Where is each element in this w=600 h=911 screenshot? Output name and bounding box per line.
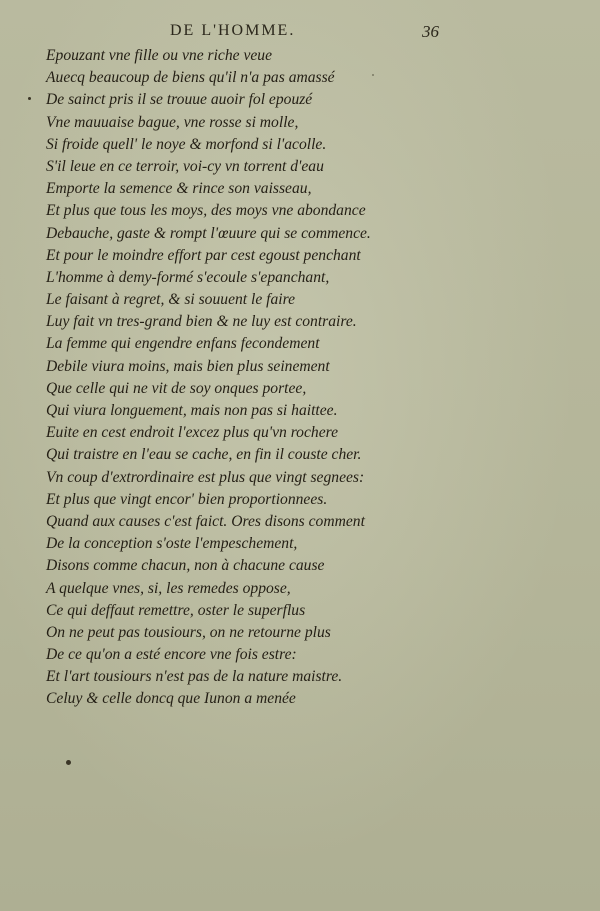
verse-line: La femme qui engendre enfans fecondement — [46, 335, 320, 353]
verse-line: Si froide quell' le noye & morfond si l'acolle. — [46, 135, 327, 153]
verse-line: S'il leue en ce terroir, voi-cy vn torrent d'eau — [46, 157, 324, 175]
verse-line: De ce qu'on a esté encore vne fois estre: — [46, 646, 297, 664]
ink-speck — [372, 74, 374, 76]
verse-line: Qui viura longuement, mais non pas si haittee. — [46, 402, 338, 419]
verse-line: Et plus que tous les moys, des moys vne abondance — [46, 202, 366, 220]
verse-line: L'homme à demy-formé s'ecoule s'epanchant, — [46, 268, 330, 286]
verse-line: Auecq beaucoup de biens qu'il n'a pas amassé — [46, 69, 335, 87]
verse-line: Luy fait vn tres-grand bien & ne luy est contraire. — [46, 313, 357, 331]
page-header — [0, 22, 600, 46]
verse-line: Disons comme chacun, non à chacune cause — [46, 557, 325, 575]
verse-line: Euite en cest endroit l'excez plus qu'vn rochere — [46, 424, 339, 442]
verse-line: Emporte la semence & rince son vaisseau, — [46, 180, 312, 198]
verse-line: Debile viura moins, mais bien plus seinement — [46, 357, 330, 375]
verse-line: Epouzant vne fille ou vne riche veue — [46, 47, 273, 64]
verse-line: De la conception s'oste l'empeschement, — [46, 535, 298, 553]
verse-line: Et plus que vingt encor' bien proportionnees. — [46, 490, 328, 508]
verse-line: A quelque vnes, si, les remedes oppose, — [46, 579, 291, 597]
verse-line: Quand aux causes c'est faict. Ores disons comment — [46, 512, 365, 530]
verse-line: Le faisant à regret, & si souuent le faire — [46, 291, 296, 309]
verse-line: Ce qui deffaut remettre, oster le superflus — [46, 601, 306, 619]
ink-speck — [28, 97, 31, 100]
running-head: DE L'HOMME. — [170, 22, 296, 39]
verse-line: Et pour le moindre effort par cest egoust penchant — [46, 246, 361, 264]
verse-list — [46, 45, 371, 711]
verse-line: Qui traistre en l'eau se cache, en fin il couste cher. — [46, 446, 362, 464]
verse-line: De sainct pris il se trouue auoir fol epouzé — [46, 91, 313, 109]
ink-speck — [66, 760, 71, 765]
verse-line: Celuy & celle doncq que Iunon a menée — [46, 690, 296, 708]
page-number: 36 — [422, 22, 439, 41]
verse-line: Vn coup d'extrordinaire est plus que vingt segnees: — [46, 468, 365, 486]
verse-line: On ne peut pas tousiours, on ne retourne plus — [46, 623, 331, 641]
verse-line: Vne mauuaise bague, vne rosse si molle, — [46, 113, 299, 131]
verse-line: Et l'art tousiours n'est pas de la nature maistre. — [46, 668, 343, 686]
verse-line: Debauche, gaste & rompt l'œuure qui se commence. — [46, 224, 371, 242]
verse-line: Que celle qui ne vit de soy onques portee, — [46, 379, 307, 397]
